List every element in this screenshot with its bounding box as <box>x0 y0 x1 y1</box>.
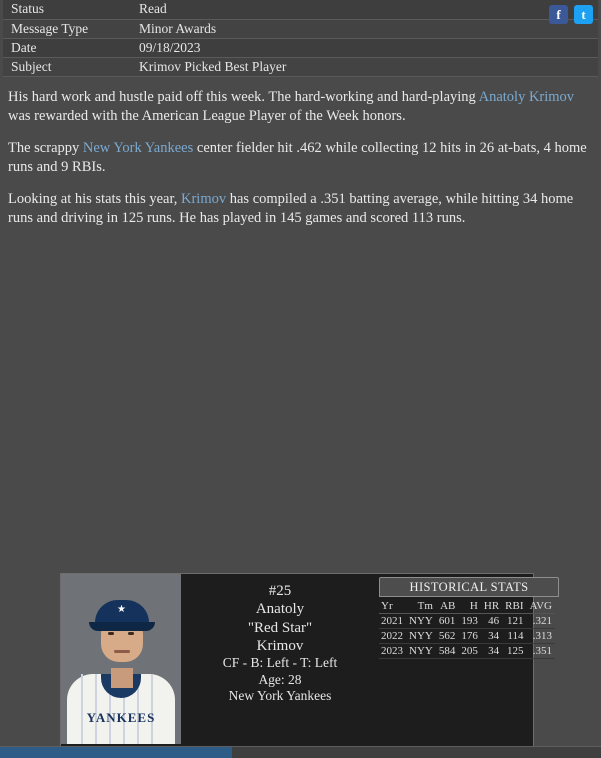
paragraph-1-text-after: was rewarded with the American League Player of the Week honors. <box>8 107 406 124</box>
meta-label-message-type: Message Type <box>3 19 131 38</box>
stats-header-h: H <box>458 599 481 614</box>
stats-cell: 205 <box>458 644 481 659</box>
paragraph-1-text-before: His hard work and hustle paid off this week. The hard-working and hard-playing <box>8 88 479 105</box>
stats-cell: 46 <box>481 614 502 629</box>
table-header-row <box>379 599 555 614</box>
stats-cell: 114 <box>502 629 526 644</box>
stats-cell: 562 <box>436 629 459 644</box>
message-header <box>0 0 601 77</box>
jersey-pinstripe <box>81 674 83 744</box>
twitter-share-icon[interactable]: t <box>574 5 593 24</box>
stats-cell: NYY <box>406 644 436 659</box>
stats-cell: 176 <box>458 629 481 644</box>
meta-value-date: 09/18/2023 <box>131 38 598 57</box>
stats-cell: 2022 <box>379 629 406 644</box>
player-link-anatoly-krimov[interactable]: Anatoly Krimov <box>478 88 575 105</box>
meta-label-date: Date <box>3 38 131 57</box>
meta-label-subject: Subject <box>3 57 131 76</box>
stats-cell: 121 <box>502 614 526 629</box>
historical-stats-panel <box>379 574 552 746</box>
meta-value-subject: Krimov Picked Best Player <box>131 57 598 76</box>
jersey-pinstripe <box>95 674 97 744</box>
jersey-pinstripe <box>151 674 153 744</box>
stats-header-yr: Yr <box>379 599 406 614</box>
article-paragraph-1 <box>8 88 591 126</box>
jersey-team-text: YANKEES <box>86 710 156 725</box>
facebook-share-icon[interactable]: f <box>549 5 568 24</box>
player-info <box>181 574 379 746</box>
stats-cell: 2023 <box>379 644 406 659</box>
player-team: New York Yankees <box>228 688 332 704</box>
paragraph-3-text-before: Looking at his stats this year, <box>8 191 181 207</box>
photo-mouth <box>114 650 130 653</box>
stats-cell: 125 <box>502 644 526 659</box>
photo-eye <box>128 632 134 635</box>
article-paragraph-3 <box>8 190 591 228</box>
stats-cell: NYY <box>406 629 436 644</box>
historical-stats-table <box>379 599 555 659</box>
photo-eye <box>108 632 114 635</box>
player-position-bats-throws: CF - B: Left - T: Left <box>222 655 338 671</box>
player-last-name: Krimov <box>256 637 304 654</box>
stats-header-tm: Tm <box>406 599 436 614</box>
stats-header-rbi: RBI <box>502 599 526 614</box>
tab-historical-stats[interactable]: HISTORICAL STATS <box>379 577 559 597</box>
table-row <box>3 0 598 19</box>
team-link-new-york-yankees[interactable]: New York Yankees <box>82 139 194 156</box>
stats-header-hr: HR <box>481 599 502 614</box>
player-nickname: "Red Star" <box>247 619 313 636</box>
message-meta-table <box>3 0 598 77</box>
stats-cell: 2021 <box>379 614 406 629</box>
share-buttons <box>549 5 593 24</box>
meta-value-message-type: Minor Awards <box>131 19 598 38</box>
player-number: #25 <box>268 583 292 599</box>
table-row <box>3 19 598 38</box>
table-row <box>3 38 598 57</box>
stats-cell: 601 <box>436 614 459 629</box>
stats-header-ab: AB <box>436 599 459 614</box>
meta-label-status: Status <box>3 0 131 19</box>
stats-cell: .351 <box>527 644 556 659</box>
paragraph-2-text-before: The scrappy <box>8 139 83 156</box>
photo-neck <box>111 668 133 688</box>
scrollbar-thumb[interactable] <box>0 747 232 758</box>
stats-cell: NYY <box>406 614 436 629</box>
player-photo <box>61 574 181 744</box>
article-paragraph-2 <box>8 139 591 177</box>
article-body <box>0 82 601 229</box>
meta-value-status: Read <box>131 0 598 19</box>
player-card <box>60 573 552 747</box>
table-row <box>3 57 598 76</box>
table-row <box>379 629 555 644</box>
horizontal-scrollbar[interactable] <box>0 746 601 758</box>
stats-header-avg: AVG <box>527 599 556 614</box>
cap-star-icon: ★ <box>117 604 126 615</box>
stats-cell: 34 <box>481 629 502 644</box>
stats-cell: 34 <box>481 644 502 659</box>
player-age: Age: 28 <box>258 671 302 687</box>
stats-cell: .313 <box>527 629 556 644</box>
table-row <box>379 614 555 629</box>
paragraph-3-text-after: has compiled a .351 batting average, while hitting 34 home runs and driving in 125 runs. He has played in 145 games and scored 113 runs. <box>8 191 574 227</box>
table-row <box>379 644 555 659</box>
stats-cell: 584 <box>436 644 459 659</box>
paragraph-2-text-after: center fielder hit .462 while collecting 12 hits in 26 at-bats, 4 home runs and 9 RBIs. <box>8 139 587 175</box>
player-link-krimov[interactable]: Krimov <box>181 191 227 207</box>
player-first-name: Anatoly <box>255 601 305 618</box>
stats-cell: 193 <box>458 614 481 629</box>
photo-cap-brim <box>89 622 155 631</box>
stats-cell: .321 <box>527 614 556 629</box>
